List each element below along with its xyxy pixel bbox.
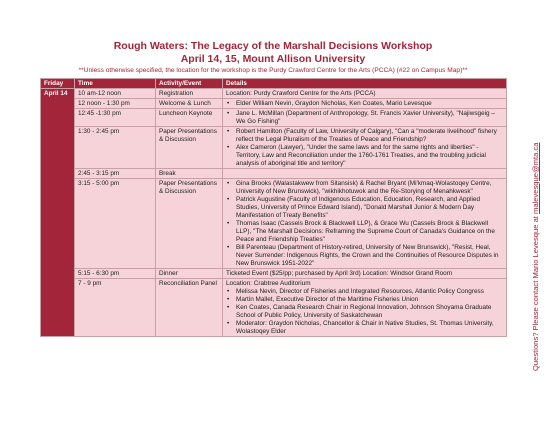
list-item: • Patrick Augustine (Faculty of Indigenous Education, Education, Research, and Applied Studies, University of Prince Edward Island), "Donald Marshall Junior & Modern Day Manifestation of Treaty Benefits" <box>226 196 503 220</box>
list-item: • Gina Brooks (Walastakwew from Sitansisk) & Rachel Bryant (Mi'kmaq-Wolastoqey Centre, University of New Brunswick), "wikhikhotuwok and the Re-Storying of Menahkwesk" <box>226 180 503 196</box>
schedule-table <box>40 78 507 337</box>
activity-cell: Paper Presentations & Discussion <box>156 179 223 269</box>
time-cell: 7 - 9 pm <box>75 279 156 337</box>
details-cell <box>223 109 507 127</box>
details-list <box>226 180 503 268</box>
details-cell <box>223 127 507 169</box>
time-cell: 5:15 - 6:30 pm <box>75 269 156 279</box>
contact-email-link[interactable]: malevesque@mta.ca <box>531 142 540 214</box>
details-cell <box>223 269 507 279</box>
details-list <box>226 110 503 126</box>
details-text: Ticketed Event ($25/pp; purchased by April 3rd) Location: Windsor Grand Room <box>226 269 453 277</box>
time-cell: 3:15 - 5:00 pm <box>75 179 156 269</box>
details-text: Location: Purdy Crawford Centre for the Arts (PCCA) <box>226 89 376 97</box>
time-cell: 12 noon - 1:30 pm <box>75 99 156 109</box>
details-list <box>226 128 503 168</box>
time-cell: 10 am-12 noon <box>75 89 156 99</box>
details-list <box>226 100 503 108</box>
table-row <box>41 99 507 109</box>
list-item: • Robert Hamilton (Faculty of Law, University of Calgary), "Can a "moderate livelihood" fishery reflect the Legal Pluralism of the Treaties of Peace and Friendship? <box>226 128 503 144</box>
activity-cell: Paper Presentations & Discussion <box>156 127 223 169</box>
table-row <box>41 279 507 337</box>
table-header-row <box>41 79 507 89</box>
activity-cell: Reconciliation Panel <box>156 279 223 337</box>
contact-prompt: Questions? Please contact Mario Levesque at <box>531 213 540 371</box>
column-header-time: Time <box>75 79 156 89</box>
time-cell: 1:30 - 2:45 pm <box>75 127 156 169</box>
day-cell: April 14 <box>41 89 75 337</box>
list-item: • Elder William Nevin, Graydon Nicholas, Ken Coates, Mario Levesque <box>226 100 503 108</box>
activity-cell: Luncheon Keynote <box>156 109 223 127</box>
activity-cell: Registration <box>156 89 223 99</box>
list-item: • Jane L. McMillan (Department of Anthropology, St. Francis Xavier University), "Najiwsgeig – We Go Fishing" <box>226 110 503 126</box>
page-title: Rough Waters: The Legacy of the Marshall Decisions Workshop <box>113 40 433 52</box>
column-header-day: Friday <box>41 79 75 89</box>
list-item: • Martin Mallet, Executive Director of the Maritime Fisheries Union <box>226 296 503 304</box>
table-row <box>41 109 507 127</box>
list-item: • Alex Cameron (Lawyer), "Under the same laws and for the same rights and liberties" - Territory, Law and Reconciliation under the 1760-1761 Treaties, and the troubling judicial analysis of aboriginal title and territory" <box>226 144 503 168</box>
table-row <box>41 127 507 169</box>
details-text: Location: Crabtree Auditorium <box>226 279 311 287</box>
details-cell <box>223 89 507 99</box>
details-cell <box>223 99 507 109</box>
table-row <box>41 89 507 99</box>
list-item: • Thomas Isaac (Cassels Brock & Blackwell LLP), & Grace Wu (Cassels Brock & Blackwell LLP), "The Marshall Decisions: Reframing the Supreme Court of Canada's Guidance on the Peace and Friendship Treaties" <box>226 220 503 244</box>
table-row <box>41 179 507 269</box>
details-cell <box>223 279 507 337</box>
activity-cell: Break <box>156 169 223 179</box>
table-row <box>41 269 507 279</box>
details-cell <box>223 179 507 269</box>
list-item: • Bill Parenteau (Department of History-retired, University of New Brunswick), "Resist, Heal, Never Surrender: Indigenous Rights, the Crown and the Continuities of Resource Disputes in New Brunswick 1951-2022" <box>226 244 503 268</box>
location-note: **Unless otherwise specified, the location for the workshop is the Purdy Crawford Centre for the Arts (PCCA) (#22 on Campus Map)** <box>78 67 468 74</box>
list-item: • Ken Coates, Canada Research Chair in Regional Innovation, Johnson Shoyama Graduate School of Public Policy, University of Saskatchewan <box>226 304 503 320</box>
list-item: • Melissa Nevin, Director of Fisheries and Integrated Resources, Atlantic Policy Congress <box>226 288 503 296</box>
details-cell <box>223 169 507 179</box>
page-subtitle-dates: April 14, 15, Mount Allison University <box>180 53 366 65</box>
time-cell: 12:45 -1:30 pm <box>75 109 156 127</box>
contact-text <box>531 143 540 371</box>
list-item: • Moderator: Graydon Nicholas, Chancellor & Chair in Native Studies, St. Thomas University, Wolastoqey Elder <box>226 320 503 336</box>
time-cell: 2:45 - 3:15 pm <box>75 169 156 179</box>
details-list <box>226 288 503 336</box>
activity-cell: Welcome & Lunch <box>156 99 223 109</box>
table-row <box>41 169 507 179</box>
activity-cell: Dinner <box>156 269 223 279</box>
column-header-details: Details <box>223 79 507 89</box>
column-header-activity: Activity/Event <box>156 79 223 89</box>
schedule-rows <box>41 89 507 337</box>
